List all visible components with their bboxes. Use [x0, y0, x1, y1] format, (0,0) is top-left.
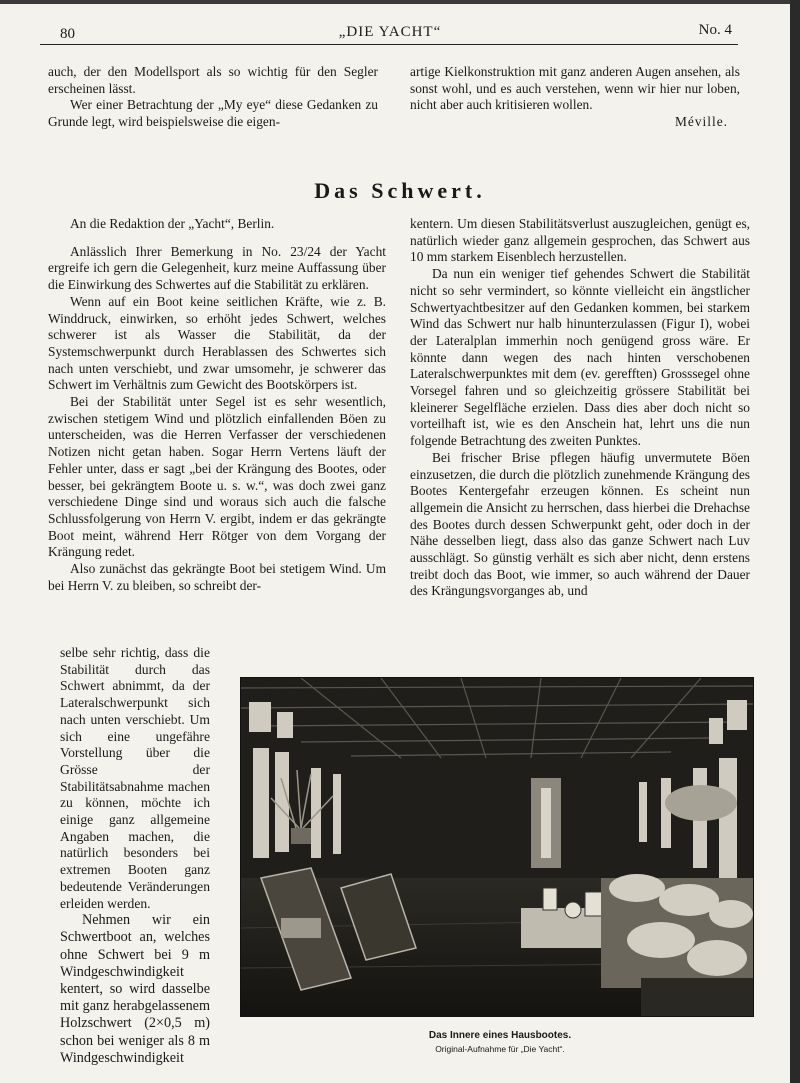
- paragraph: Bei der Stabilität unter Segel ist es sehr wesentlich, zwischen stetigem Wind und plötzlich einfallenden Böen zu unterscheiden, was die Herren Verfasser der verschiedenen Notizen nicht getan haben. Sogar Herrn Vertens läuft der Fehler unter, dass er sagt „bei der Krängung des Bootes, oder besser, bei gekrängtem Boote u. s. w.“, was doch zwei ganz verschiedene Dinge sind und woraus sich auch die falsche Schlussfolgerung von Herrn V. ergibt, indem er das gekrängte Boot meint, während Herr Rötger von dem Vorgang der Krängung redet.: [48, 394, 386, 560]
- paragraph: Wenn auf ein Boot keine seitlichen Kräfte, wie z. B. Winddruck, einwirken, so erhöht jedes Schwert, welches schwerer ist als Wasser die Stabilität, da der Systemschwerpunkt durch Herablassen des Schwertes sich nach unten verschiebt, und zwar umsomehr, je schwerer das Schwert im Verhältnis zum Gewicht des Bootskörpers ist.: [48, 293, 386, 393]
- figure-caption: Das Innere eines Hausbootes.: [428, 1030, 572, 1041]
- article-right-column: [410, 216, 750, 600]
- paragraph: Da nun ein weniger tief gehendes Schwert die Stabilität nicht so sehr vermindert, so könnte vielleicht ein ängstlicher Schwertyachtbesitzer auf den Gedanken kommen, bei starkem Wind das Schwert nur halb hinunterzulassen (Figur I), wobei der Lateralplan immerhin noch genügend gross wäre. Er könnte dann wegen des nach hinten verschobenen Lateralschwerpunktes mit dem (ev. gerefften) Grosssegel ohne Vorsegel fahren und so gleichzeitig grössere Stabilität bei kleinerer Segelfläche erzielen. Dass dies aber doch nicht so vorteilhaft ist, wie es den Anschein hat, lehrt uns die nun folgende Betrachtung des zweiten Punktes.: [410, 266, 750, 449]
- page-number: 80: [60, 26, 75, 42]
- issue-number: No. 4: [698, 22, 732, 38]
- salutation: An die Redaktion der „Yacht“, Berlin.: [70, 216, 275, 231]
- figure-credit: Original-Aufnahme für „Die Yacht“.: [435, 1044, 565, 1054]
- article-left-column: [48, 216, 386, 594]
- scan-right-edge: [790, 0, 800, 1083]
- paragraph: Anlässlich Ihrer Bemerkung in No. 23/24 der Yacht ergreife ich gern die Gelegenheit, kurz meine Auffassung über die Einwirkung des Schwertes auf die Stabilität zu erklären.: [48, 243, 386, 293]
- header-rule: [40, 44, 738, 45]
- article-narrow-column: [60, 645, 210, 1067]
- page-header: [40, 22, 740, 44]
- paragraph: Bei frischer Brise pflegen häufig unvermutete Böen einzusetzen, die durch die plötzlich zunehmende Krängung des Bootes Kentergefahr erzeugen können. Es scheint nun allgemein die Ansicht zu herrschen, dass hierbei die Drehachse des Bootes durch dessen Schwerpunkt geht, oder doch in der Nähe desselben liegt, dass also das ganze Schwert nach Luv ausschlägt. So günstig verhält es sich aber nicht, denn erstens treibt doch das Boot, wie immer, so auch während der Dauer des Krängungsvorganges ab, und: [410, 449, 750, 599]
- paragraph: auch, der den Modellsport als so wichtig für den Segler erscheinen lässt.: [48, 64, 378, 96]
- paragraph: Nehmen wir ein Schwertboot an, welches ohne Schwert bei 9 m Windgeschwindigkeit kentert, so wird dasselbe mit ganz herabgelassenem Holzschwert (2×0,5 m) schon bei weniger als 8 m Windgeschwindigkeit: [60, 912, 210, 1066]
- paragraph: selbe sehr richtig, dass die Stabilität durch das Schwert abnimmt, da der Lateralschwerpunkt sich nach unten verschiebt. Um sich eine ungefähre Vorstellung über die Grösse der Stabilitätsabnahme machen zu können, möchte ich einige ganz allgemeine Angaben machen, die natürlich besonders bei extremen Booten ganz bedeutende Veränderungen erleiden werden.: [60, 645, 210, 911]
- paragraph: Wer einer Betrachtung der „My eye“ diese Gedanken zu Grunde legt, wird beispielsweise die eigen-: [48, 97, 378, 130]
- journal-title: „DIE YACHT“: [338, 24, 442, 40]
- paragraph: kentern. Um diesen Stabilitätsverlust auszugleichen, genügt es, natürlich wieder ganz allgemein gesprochen, das Schwert aus 10 mm starkem Eisenblech herzustellen.: [410, 216, 750, 265]
- paragraph: artige Kielkonstruktion mit ganz anderen Augen ansehen, als sonst wohl, und es auch verstehen, wenn wir hier nur loben, nicht aber auch kritisieren wollen.: [410, 64, 740, 113]
- houseboat-interior-photo: [240, 677, 754, 1017]
- author-signature: Méville.: [675, 114, 728, 130]
- previous-article-left-column: [48, 64, 378, 131]
- article-title: Das Schwert.: [314, 178, 486, 203]
- previous-article-right-column: [410, 64, 740, 131]
- scan-top-edge: [0, 0, 800, 4]
- paragraph: Also zunächst das gekrängte Boot bei stetigem Wind. Um bei Herrn V. zu bleiben, so schreibt der-: [48, 561, 386, 593]
